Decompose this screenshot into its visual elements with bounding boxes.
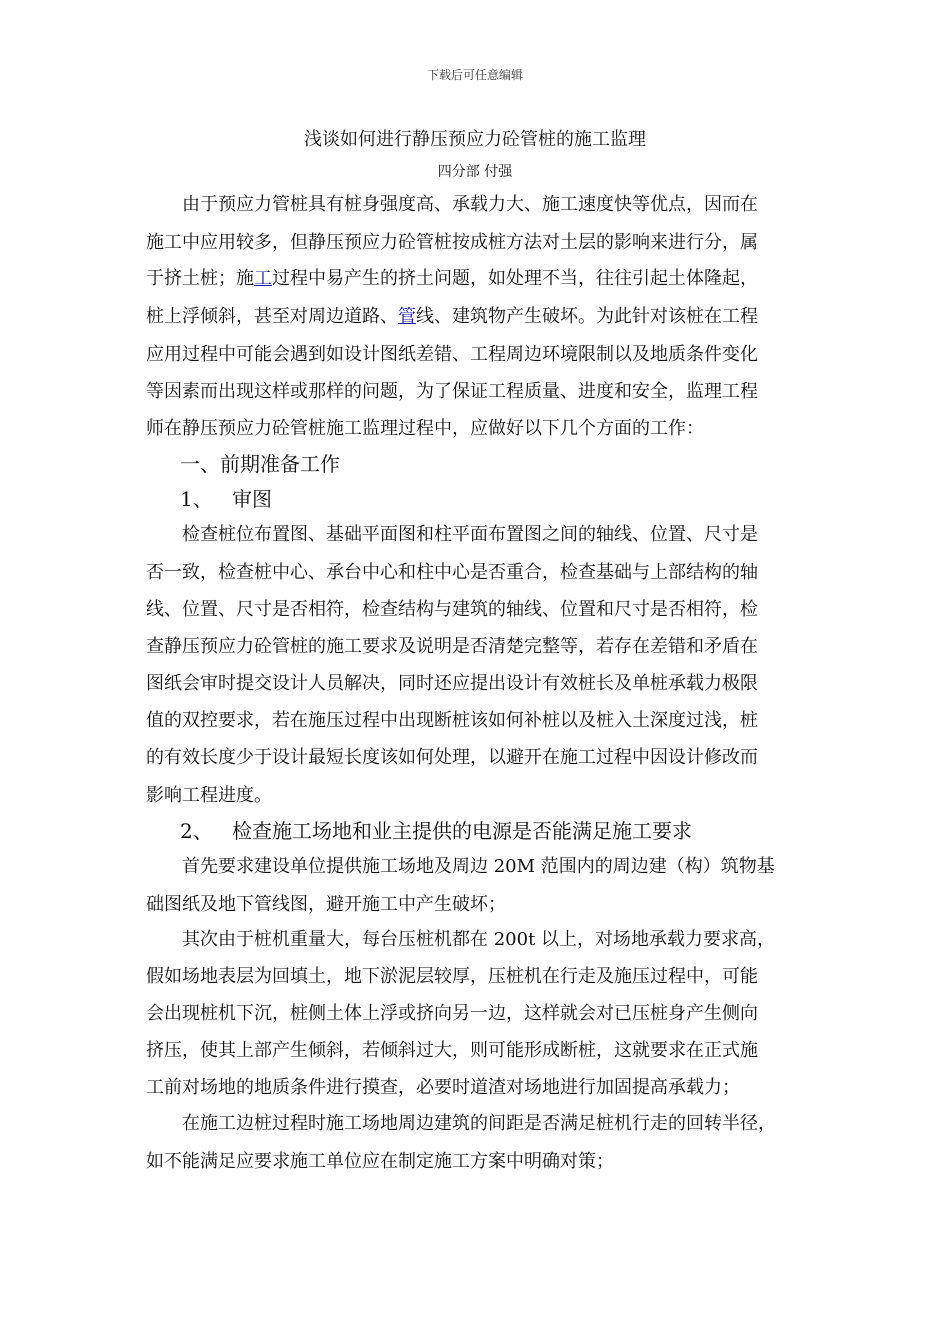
item-heading: 检查施工场地和业主提供的电源是否能满足施工要求 [232,819,692,843]
intro-line: 由于预应力管桩具有桩身强度高、承载力大、施工速度快等优点，因而在 [182,194,758,215]
item-number: 1、 [180,487,213,511]
body-line: 线、位置、尺寸是否相符，检查结构与建筑的轴线、位置和尺寸是否相符，检 [146,599,758,620]
intro-line: 施工中应用较多，但静压预应力砼管桩按成桩方法对土层的影响来进行分，属 [146,232,758,253]
text-run: 线、建筑物产生破坏。为此针对该桩在工程 [416,306,758,327]
body-line: 其次由于桩机重量大，每台压桩机都在 200t 以上，对场地承载力要求高， [182,929,776,950]
body-line: 如不能满足应要求施工单位应在制定施工方案中明确对策； [146,1151,614,1172]
section-heading: 一、前期准备工作 [180,452,340,476]
body-line: 否一致，检查桩中心、承台中心和柱中心是否重合，检查基础与上部结构的轴 [146,562,758,583]
intro-line: 应用过程中可能会遇到如设计图纸差错、工程周边环境限制以及地质条件变化 [146,344,758,365]
body-line: 影响工程进度。 [146,785,272,806]
hyperlink[interactable]: 工 [254,268,272,289]
author-line: 四分部 付强 [437,164,513,180]
text-run: 桩上浮倾斜，甚至对周边道路、 [146,306,398,327]
header-note: 下载后可任意编辑 [426,68,523,82]
body-line: 在施工边桩过程时施工场地周边建筑的间距是否满足桩机行走的回转半径， [182,1113,776,1134]
hyperlink[interactable]: 管 [398,306,416,327]
intro-line [146,267,758,291]
body-line: 值的双控要求，若在施压过程中出现断桩该如何补桩以及桩入土深度过浅，桩 [146,710,758,731]
text-run: 于挤土桩；施 [146,268,254,289]
intro-line: 师在静压预应力砼管桩施工监理过程中，应做好以下几个方面的工作： [146,418,704,439]
body-line: 础图纸及地下管线图，避开施工中产生破坏； [146,894,506,915]
page-title: 浅谈如何进行静压预应力砼管桩的施工监理 [304,129,646,150]
body-line: 工前对场地的地质条件进行摸查，必要时道渣对场地进行加固提高承载力； [146,1077,740,1098]
body-line: 查静压预应力砼管桩的施工要求及说明是否清楚完整等，若存在差错和矛盾在 [146,636,758,657]
intro-line [146,305,758,329]
body-line: 图纸会审时提交设计人员解决，同时还应提出设计有效桩长及单桩承载力极限 [146,673,758,694]
text-run: 过程中易产生的挤土问题，如处理不当，往往引起土体隆起， [272,268,758,289]
intro-line: 等因素而出现这样或那样的问题，为了保证工程质量、进度和安全，监理工程 [146,381,758,402]
body-line: 假如场地表层为回填土，地下淤泥层较厚，压桩机在行走及施压过程中，可能 [146,966,758,987]
body-line: 挤压，使其上部产生倾斜，若倾斜过大，则可能形成断桩，这就要求在正式施 [146,1040,758,1061]
body-line: 首先要求建设单位提供施工场地及周边 20M 范围内的周边建（构）筑物基 [182,856,775,877]
body-line: 的有效长度少于设计最短长度该如何处理，以避开在施工过程中因设计修改而 [146,747,758,768]
item-heading: 审图 [232,487,272,511]
item-number: 2、 [180,819,213,843]
body-line: 检查桩位布置图、基础平面图和柱平面布置图之间的轴线、位置、尺寸是 [182,524,758,545]
body-line: 会出现桩机下沉，桩侧土体上浮或挤向另一边，这样就会对已压桩身产生侧向 [146,1003,758,1024]
